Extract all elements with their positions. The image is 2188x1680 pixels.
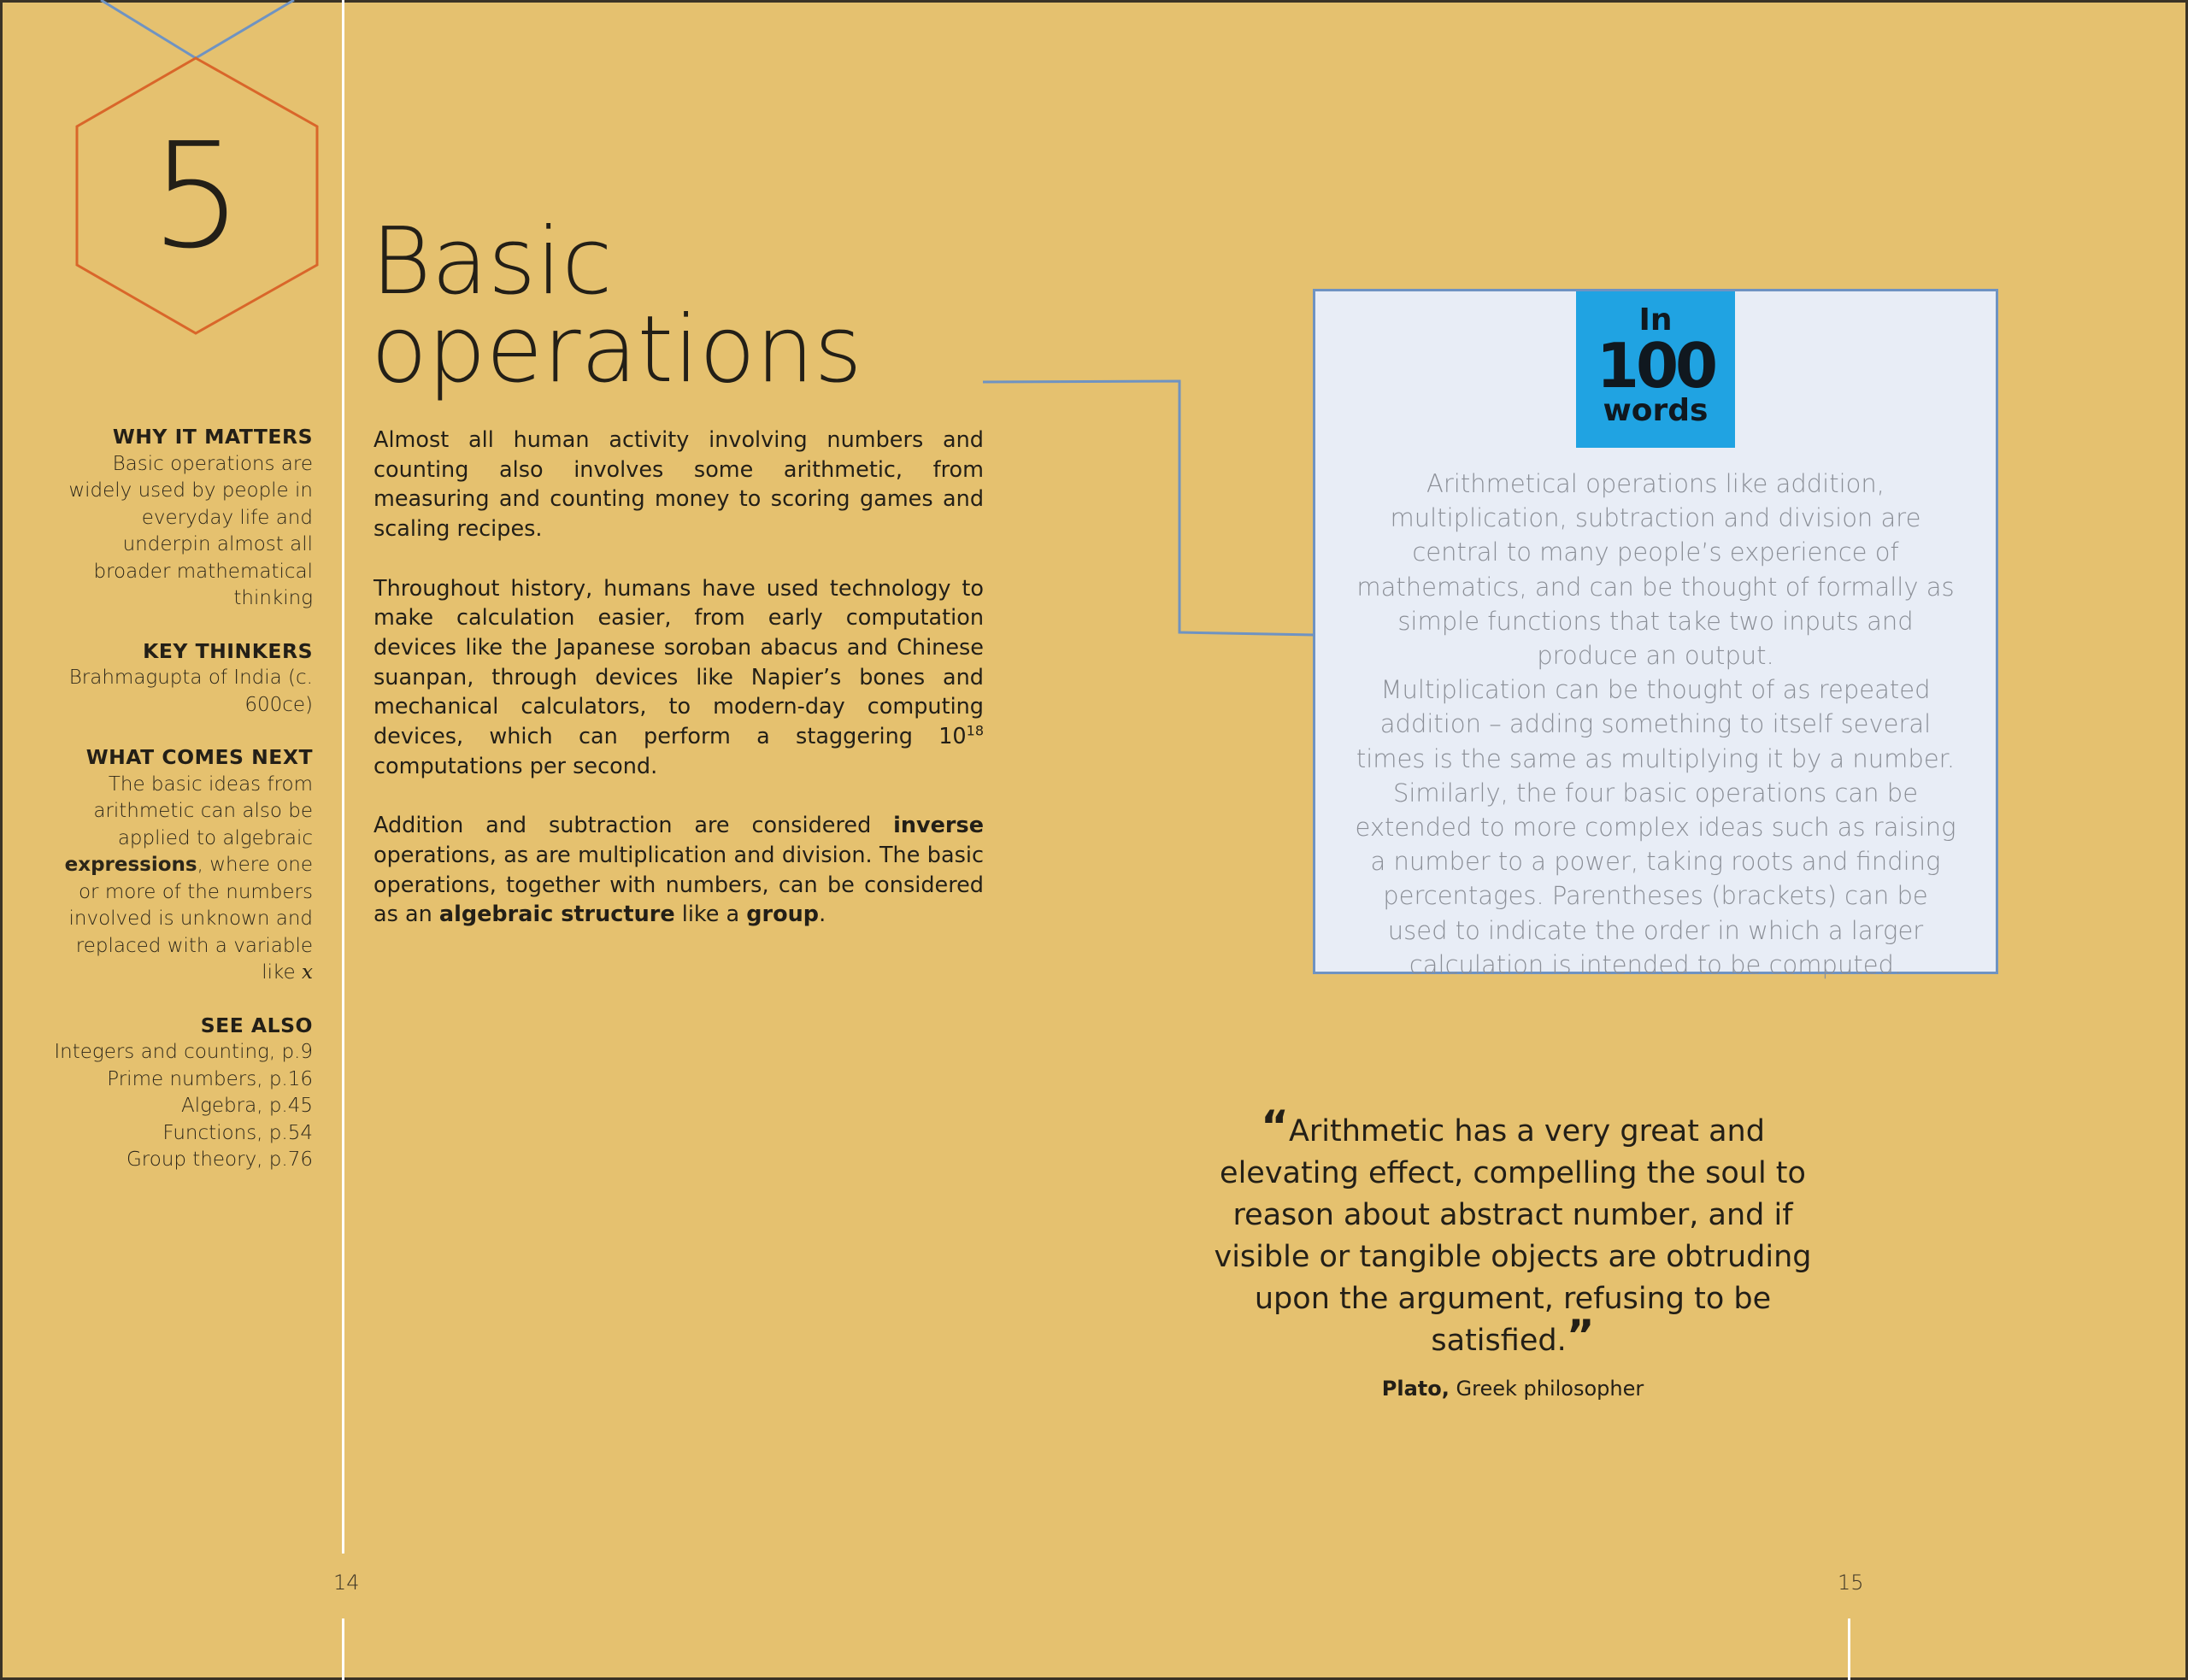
next-text-part: The basic ideas from arithmetic can also be applied to algebraic: [93, 772, 313, 849]
next-text: [51, 772, 313, 987]
text-run: Addition and subtraction are considered: [373, 813, 894, 839]
right-vertical-rule-bottom: [1848, 1618, 1850, 1680]
next-bold-term: expressions: [64, 854, 197, 876]
top-diagonal-right: [196, 0, 294, 58]
why-text: Basic operations are widely used by people in everyday life and underpin almost all broader mathematical thinking: [68, 452, 313, 609]
box-text: [1350, 467, 1962, 982]
text-run: like a: [674, 902, 747, 928]
see-link[interactable]: Group theory, p.76: [126, 1148, 313, 1171]
see-link[interactable]: Integers and counting, p.9: [54, 1041, 313, 1063]
text-run: operations, as are multiplication and division. The basic operations, together with numbers, can be considered as an: [373, 842, 984, 928]
page-number-left: 14: [333, 1571, 360, 1595]
bold-term: inverse: [893, 813, 984, 839]
open-quote-mark: “: [1261, 1101, 1289, 1151]
chapter-number: 5: [150, 112, 244, 281]
title-line: operations: [371, 297, 862, 403]
superscript: 18: [966, 722, 984, 739]
see-link[interactable]: Prime numbers, p.16: [107, 1067, 313, 1090]
box-paragraph: Multiplication can be thought of as repeated addition – adding something to itself several times is the same as multiplying it by a number. Similarly, the four basic operations can be extended to more complex ideas such as raising a number to a power, taking roots and finding percentages. Parentheses (brackets) can be used to indicate the order in which a larger calculation is intended to be computed.: [1355, 675, 1956, 979]
next-text-part: , where one or more of the numbers involved is unknown and replaced with a variable like: [68, 854, 313, 984]
why-it-matters: [51, 424, 313, 613]
in-100-words-badge: [1576, 291, 1735, 448]
text-run: Throughout history, humans have used technology to make calculation easier, from early computation devices like the Japanese soroban abacus and Chinese suanpan, through devices like Napier’s bones and mechanical calculators, to modern-day computing devices, which can perform a staggering 10: [373, 575, 984, 750]
quote-attribution: [1214, 1376, 1812, 1401]
in-100-words-box: [1313, 289, 1998, 979]
quote-text: Arithmetic has a very great and elevating effect, compelling the soul to reason about abstract number, and if visible or tangible objects are obtruding upon the argument, refusing to be satisfied.: [1214, 1114, 1812, 1358]
left-vertical-rule: [342, 0, 344, 1554]
thinkers-heading: KEY THINKERS: [143, 638, 313, 663]
paragraph-2: [373, 574, 984, 782]
see-link[interactable]: Functions, p.54: [162, 1121, 313, 1144]
badge-in: In: [1638, 303, 1673, 338]
text-run: .: [819, 902, 826, 928]
next-heading: WHAT COMES NEXT: [85, 745, 313, 769]
pull-quote: [1214, 1101, 1812, 1362]
page-number-right: 15: [1838, 1571, 1864, 1595]
close-quote-mark: ”: [1566, 1311, 1595, 1360]
text-run: computations per second.: [373, 753, 658, 779]
thinkers-text: Brahmagupta of India (c. 600ce): [68, 667, 313, 716]
paragraph-1: Almost all human activity involving numbers and counting also involves some arithmetic, from measuring and counting money to scoring games and scaling recipes.: [373, 427, 984, 543]
box-paragraph: Arithmetical operations like addition, multiplication, subtraction and division are central to many people’s experience of mathematics, and can be thought of formally as simple functions that take two inputs and produce an output.: [1356, 469, 1955, 671]
connector-line: [983, 381, 1315, 635]
badge-words: words: [1603, 393, 1709, 428]
what-comes-next: [51, 744, 313, 987]
sidebar: [51, 424, 313, 1200]
why-heading: WHY IT MATTERS: [112, 425, 313, 449]
quote-role: Greek philosopher: [1456, 1377, 1644, 1401]
bold-term: group: [746, 902, 820, 928]
next-variable: x: [302, 961, 313, 984]
left-vertical-rule-bottom: [342, 1618, 344, 1680]
page-title: [371, 209, 862, 403]
see-heading: SEE ALSO: [200, 1013, 313, 1037]
bold-term: algebraic structure: [438, 902, 675, 928]
badge-number: 100: [1596, 330, 1715, 402]
body-text: [373, 426, 984, 960]
quote-author: Plato,: [1381, 1377, 1450, 1401]
paragraph-3: [373, 811, 984, 930]
top-diagonal-left: [101, 0, 196, 58]
title-line: Basic: [371, 209, 613, 315]
see-also: [51, 1013, 313, 1174]
key-thinkers: [51, 638, 313, 720]
see-link[interactable]: Algebra, p.45: [180, 1095, 313, 1117]
